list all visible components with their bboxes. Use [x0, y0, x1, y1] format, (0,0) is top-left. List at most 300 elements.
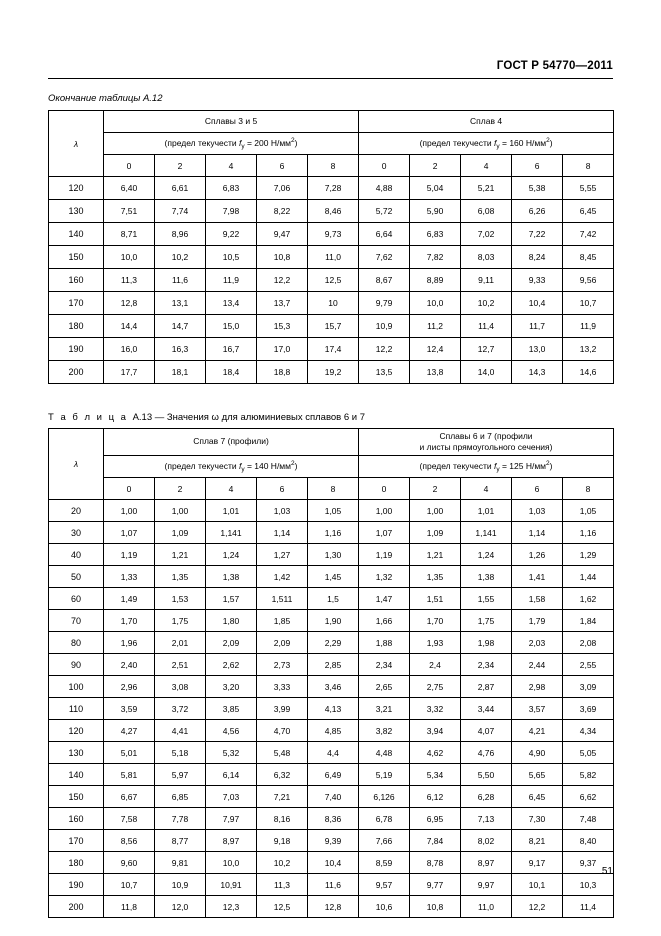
a12-group-2-yield — [359, 133, 614, 155]
table-cell: 9,79 — [359, 292, 410, 315]
table-cell: 3,08 — [155, 676, 206, 698]
table-cell: 2,55 — [563, 654, 614, 676]
a13-group-2-yield — [359, 456, 614, 478]
table-cell: 11,6 — [308, 874, 359, 896]
table-cell: 2,75 — [410, 676, 461, 698]
a13-subcol-2: 4 — [206, 478, 257, 500]
table-cell: 5,81 — [104, 764, 155, 786]
table-cell: 1,01 — [461, 500, 512, 522]
row-lambda-value: 60 — [49, 588, 104, 610]
a12-g1-sup: 2 — [291, 136, 295, 144]
table-cell: 7,78 — [155, 808, 206, 830]
table-cell: 1,24 — [206, 544, 257, 566]
table-cell: 9,73 — [308, 223, 359, 246]
table-cell: 8,46 — [308, 200, 359, 223]
table-cell: 8,77 — [155, 830, 206, 852]
a12-g2-varsub: y — [496, 142, 500, 150]
a12-body — [49, 177, 614, 384]
a12-g2-prefix: (предел текучести — [419, 137, 495, 148]
a13-group-header-1 — [104, 429, 359, 456]
a12-subcol-1: 2 — [155, 155, 206, 177]
table-cell: 1,84 — [563, 610, 614, 632]
table-cell: 1,05 — [308, 500, 359, 522]
table-cell: 3,44 — [461, 698, 512, 720]
table-cell: 18,1 — [155, 361, 206, 384]
row-lambda-value: 160 — [49, 808, 104, 830]
table-cell: 11,6 — [155, 269, 206, 292]
table-cell: 4,76 — [461, 742, 512, 764]
table-cell: 8,22 — [257, 200, 308, 223]
table-cell: 10,5 — [206, 246, 257, 269]
table-cell: 1,32 — [359, 566, 410, 588]
table-cell: 4,88 — [359, 177, 410, 200]
table-cell: 2,34 — [461, 654, 512, 676]
table-cell: 11,3 — [104, 269, 155, 292]
table-cell: 2,09 — [257, 632, 308, 654]
a13-subcol-7: 4 — [461, 478, 512, 500]
a12-subcol-0: 0 — [104, 155, 155, 177]
row-lambda-value: 110 — [49, 698, 104, 720]
table-cell: 15,3 — [257, 315, 308, 338]
table-cell: 1,141 — [206, 522, 257, 544]
table-a12-caption: Окончание таблицы А.12 — [48, 93, 163, 104]
a13-subcol-3: 6 — [257, 478, 308, 500]
row-lambda-value: 100 — [49, 676, 104, 698]
table-cell: 7,82 — [410, 246, 461, 269]
table-cell: 6,12 — [410, 786, 461, 808]
table-row — [49, 315, 614, 338]
a12-g2-sup: 2 — [546, 136, 550, 144]
table-cell: 10,9 — [359, 315, 410, 338]
a12-group-1-yield — [104, 133, 359, 155]
table-cell: 10,9 — [155, 874, 206, 896]
table-cell: 3,21 — [359, 698, 410, 720]
table-a13-caption — [48, 412, 365, 423]
table-cell: 14,0 — [461, 361, 512, 384]
table-row — [49, 808, 614, 830]
table-cell: 10,1 — [512, 874, 563, 896]
table-cell: 7,74 — [155, 200, 206, 223]
table-cell: 12,2 — [257, 269, 308, 292]
table-row — [49, 177, 614, 200]
table-cell: 6,45 — [512, 786, 563, 808]
a13-g2-sup: 2 — [546, 459, 550, 467]
a13-body — [49, 500, 614, 918]
table-cell: 6,32 — [257, 764, 308, 786]
table-cell: 15,0 — [206, 315, 257, 338]
table-cell: 2,96 — [104, 676, 155, 698]
row-lambda-value: 90 — [49, 654, 104, 676]
table-cell: 1,03 — [257, 500, 308, 522]
a13-g1-var: f — [238, 460, 242, 471]
table-row — [49, 200, 614, 223]
table-cell: 13,7 — [257, 292, 308, 315]
table-cell: 7,51 — [104, 200, 155, 223]
table-cell: 13,0 — [512, 338, 563, 361]
table-cell: 1,58 — [512, 588, 563, 610]
table-cell: 1,55 — [461, 588, 512, 610]
row-lambda-value: 200 — [49, 896, 104, 918]
table-row — [49, 764, 614, 786]
table-cell: 3,20 — [206, 676, 257, 698]
table-cell: 3,09 — [563, 676, 614, 698]
table-cell: 1,79 — [512, 610, 563, 632]
table-row — [49, 786, 614, 808]
table-cell: 1,01 — [206, 500, 257, 522]
table-cell: 2,51 — [155, 654, 206, 676]
table-cell: 2,29 — [308, 632, 359, 654]
table-cell: 9,81 — [155, 852, 206, 874]
table-cell: 4,85 — [308, 720, 359, 742]
table-cell: 9,77 — [410, 874, 461, 896]
table-cell: 1,38 — [206, 566, 257, 588]
table-cell: 18,4 — [206, 361, 257, 384]
a12-subcol-6: 2 — [410, 155, 461, 177]
table-cell: 9,18 — [257, 830, 308, 852]
table-cell: 1,75 — [461, 610, 512, 632]
table-cell: 3,85 — [206, 698, 257, 720]
row-lambda-value: 150 — [49, 246, 104, 269]
a12-group-header-1 — [104, 111, 359, 133]
table-cell: 17,7 — [104, 361, 155, 384]
table-cell: 6,45 — [563, 200, 614, 223]
table-cell: 1,38 — [461, 566, 512, 588]
table-cell: 8,71 — [104, 223, 155, 246]
table-cell: 7,03 — [206, 786, 257, 808]
a12-g2-end: ) — [549, 137, 553, 148]
table-cell: 1,5 — [308, 588, 359, 610]
table-cell: 11,3 — [257, 874, 308, 896]
table-cell: 10,7 — [563, 292, 614, 315]
table-cell: 7,84 — [410, 830, 461, 852]
table-cell: 7,13 — [461, 808, 512, 830]
a12-subcol-5: 0 — [359, 155, 410, 177]
table-cell: 2,62 — [206, 654, 257, 676]
a12-lambda-header: λ — [49, 111, 104, 177]
table-cell: 3,46 — [308, 676, 359, 698]
table-cell: 1,53 — [155, 588, 206, 610]
a12-subcol-2: 4 — [206, 155, 257, 177]
table-cell: 4,4 — [308, 742, 359, 764]
table-cell: 1,07 — [359, 522, 410, 544]
table-cell: 10,8 — [410, 896, 461, 918]
table-cell: 1,35 — [155, 566, 206, 588]
table-cell: 12,8 — [104, 292, 155, 315]
table-cell: 8,16 — [257, 808, 308, 830]
table-cell: 4,21 — [512, 720, 563, 742]
table-cell: 3,57 — [512, 698, 563, 720]
table-cell: 2,85 — [308, 654, 359, 676]
table-row — [49, 874, 614, 896]
table-cell: 17,0 — [257, 338, 308, 361]
table-cell: 8,02 — [461, 830, 512, 852]
table-cell: 10,3 — [563, 874, 614, 896]
page-number: 51 — [601, 866, 613, 877]
table-row — [49, 632, 614, 654]
a13-g2-end: ) — [549, 460, 553, 471]
table-cell: 9,97 — [461, 874, 512, 896]
a12-g2-suffix: = 160 Н/мм — [499, 137, 547, 148]
table-cell: 3,94 — [410, 720, 461, 742]
a12-subcol-3: 6 — [257, 155, 308, 177]
table-cell: 1,96 — [104, 632, 155, 654]
table-cell: 6,126 — [359, 786, 410, 808]
table-cell: 1,09 — [410, 522, 461, 544]
table-cell: 1,47 — [359, 588, 410, 610]
table-cell: 2,4 — [410, 654, 461, 676]
a13-group-1-yield — [104, 456, 359, 478]
table-cell: 9,33 — [512, 269, 563, 292]
a13-g2-varsub: y — [496, 465, 500, 473]
table-cell: 2,09 — [206, 632, 257, 654]
table-cell: 1,98 — [461, 632, 512, 654]
table-cell: 1,14 — [512, 522, 563, 544]
table-cell: 7,22 — [512, 223, 563, 246]
table-cell: 8,78 — [410, 852, 461, 874]
table-a13-caption-prefix: Т а б л и ц а — [48, 412, 133, 423]
table-cell: 10,0 — [104, 246, 155, 269]
table-cell: 1,62 — [563, 588, 614, 610]
table-cell: 12,8 — [308, 896, 359, 918]
table-cell: 7,06 — [257, 177, 308, 200]
a12-subcol-8: 6 — [512, 155, 563, 177]
table-cell: 8,21 — [512, 830, 563, 852]
table-cell: 4,70 — [257, 720, 308, 742]
table-cell: 11,8 — [104, 896, 155, 918]
a12-group-1-title: Сплавы 3 и 5 — [204, 115, 258, 126]
table-cell: 4,13 — [308, 698, 359, 720]
a12-g2-var: f — [494, 137, 497, 148]
table-cell: 13,5 — [359, 361, 410, 384]
table-cell: 1,35 — [410, 566, 461, 588]
a12-g1-prefix: (предел текучести — [164, 137, 239, 148]
row-lambda-value: 180 — [49, 852, 104, 874]
table-cell: 1,03 — [512, 500, 563, 522]
table-cell: 10,2 — [155, 246, 206, 269]
table-cell: 9,11 — [461, 269, 512, 292]
row-lambda-value: 180 — [49, 315, 104, 338]
table-cell: 1,21 — [410, 544, 461, 566]
table-cell: 7,28 — [308, 177, 359, 200]
table-cell: 9,17 — [512, 852, 563, 874]
table-cell: 1,00 — [155, 500, 206, 522]
table-cell: 8,56 — [104, 830, 155, 852]
table-cell: 8,59 — [359, 852, 410, 874]
row-lambda-value: 190 — [49, 338, 104, 361]
table-cell: 1,51 — [410, 588, 461, 610]
a13-lambda-header: λ — [49, 429, 104, 500]
table-cell: 12,5 — [308, 269, 359, 292]
table-cell: 8,97 — [461, 852, 512, 874]
table-cell: 1,42 — [257, 566, 308, 588]
table-cell: 11,9 — [206, 269, 257, 292]
table-cell: 5,18 — [155, 742, 206, 764]
table-cell: 9,37 — [563, 852, 614, 874]
table-cell: 11,7 — [512, 315, 563, 338]
a12-g1-end: ) — [294, 137, 298, 148]
a12-g1-varsub: y — [241, 142, 245, 150]
table-cell: 8,45 — [563, 246, 614, 269]
a13-g2-suffix: = 125 Н/мм — [499, 460, 547, 471]
table-cell: 5,05 — [563, 742, 614, 764]
table-cell: 1,09 — [155, 522, 206, 544]
table-cell: 8,67 — [359, 269, 410, 292]
table-cell: 18,8 — [257, 361, 308, 384]
table-cell: 7,40 — [308, 786, 359, 808]
table-cell: 6,85 — [155, 786, 206, 808]
table-cell: 6,78 — [359, 808, 410, 830]
a13-g2-prefix: (предел текучести — [419, 460, 494, 471]
table-cell: 5,65 — [512, 764, 563, 786]
table-cell: 1,19 — [104, 544, 155, 566]
table-cell: 4,41 — [155, 720, 206, 742]
row-lambda-value: 190 — [49, 874, 104, 896]
row-lambda-value: 120 — [49, 720, 104, 742]
a13-subcol-5: 0 — [359, 478, 410, 500]
table-row — [49, 588, 614, 610]
table-cell: 5,21 — [461, 177, 512, 200]
table-cell: 3,72 — [155, 698, 206, 720]
table-cell: 6,49 — [308, 764, 359, 786]
a13-subcol-0: 0 — [104, 478, 155, 500]
a13-subcolumn-header-row — [49, 478, 614, 500]
row-lambda-value: 170 — [49, 292, 104, 315]
table-cell: 13,8 — [410, 361, 461, 384]
table-cell: 1,33 — [104, 566, 155, 588]
table-cell: 6,83 — [206, 177, 257, 200]
table-cell: 6,61 — [155, 177, 206, 200]
table-cell: 2,03 — [512, 632, 563, 654]
table-row — [49, 269, 614, 292]
a12-group-2-title: Сплав 4 — [470, 115, 503, 126]
table-cell: 5,32 — [206, 742, 257, 764]
table-cell: 10,6 — [359, 896, 410, 918]
table-cell: 2,98 — [512, 676, 563, 698]
row-lambda-value: 20 — [49, 500, 104, 522]
table-cell: 7,30 — [512, 808, 563, 830]
a13-g1-suffix: = 140 Н/мм — [244, 460, 291, 471]
table-cell: 7,02 — [461, 223, 512, 246]
table-cell: 10,0 — [206, 852, 257, 874]
table-cell: 16,0 — [104, 338, 155, 361]
a12-g1-suffix: = 200 Н/мм — [244, 137, 292, 148]
table-cell: 2,73 — [257, 654, 308, 676]
table-cell: 8,24 — [512, 246, 563, 269]
a13-g1-sup: 2 — [291, 459, 295, 467]
table-row — [49, 522, 614, 544]
page-header-standard: ГОСТ Р 54770—2011 — [496, 60, 613, 72]
table-cell: 10,2 — [461, 292, 512, 315]
table-row — [49, 852, 614, 874]
table-cell: 1,511 — [257, 588, 308, 610]
table-cell: 1,49 — [104, 588, 155, 610]
table-cell: 2,40 — [104, 654, 155, 676]
table-cell: 3,33 — [257, 676, 308, 698]
table-cell: 1,90 — [308, 610, 359, 632]
a12-g1-var: f — [238, 137, 242, 148]
table-cell: 6,83 — [410, 223, 461, 246]
a12-group-header-2 — [359, 111, 614, 133]
a13-group-2-line1: Сплавы 6 и 7 (профили — [439, 430, 533, 441]
table-cell: 6,14 — [206, 764, 257, 786]
table-cell: 1,85 — [257, 610, 308, 632]
table-cell: 1,00 — [410, 500, 461, 522]
table-cell: 3,59 — [104, 698, 155, 720]
row-lambda-value: 40 — [49, 544, 104, 566]
a13-subcol-4: 8 — [308, 478, 359, 500]
table-cell: 1,16 — [563, 522, 614, 544]
table-cell: 2,34 — [359, 654, 410, 676]
table-cell: 1,07 — [104, 522, 155, 544]
table-cell: 5,48 — [257, 742, 308, 764]
table-cell: 4,56 — [206, 720, 257, 742]
table-cell: 4,07 — [461, 720, 512, 742]
table-cell: 14,6 — [563, 361, 614, 384]
table-cell: 4,90 — [512, 742, 563, 764]
table-row — [49, 292, 614, 315]
table-row — [49, 742, 614, 764]
a13-subcol-1: 2 — [155, 478, 206, 500]
table-row — [49, 654, 614, 676]
row-lambda-value: 70 — [49, 610, 104, 632]
table-cell: 12,7 — [461, 338, 512, 361]
row-lambda-value: 160 — [49, 269, 104, 292]
table-cell: 1,00 — [104, 500, 155, 522]
row-lambda-value: 200 — [49, 361, 104, 384]
table-cell: 8,89 — [410, 269, 461, 292]
a13-group-1-line1: Сплав 7 (профили) — [193, 436, 269, 447]
table-row — [49, 338, 614, 361]
table-cell: 1,41 — [512, 566, 563, 588]
table-cell: 6,95 — [410, 808, 461, 830]
table-cell: 1,88 — [359, 632, 410, 654]
table-cell: 1,45 — [308, 566, 359, 588]
table-cell: 3,32 — [410, 698, 461, 720]
table-cell: 1,29 — [563, 544, 614, 566]
table-cell: 10,8 — [257, 246, 308, 269]
table-cell: 4,27 — [104, 720, 155, 742]
table-cell: 7,58 — [104, 808, 155, 830]
table-cell: 2,08 — [563, 632, 614, 654]
table-cell: 5,04 — [410, 177, 461, 200]
table-cell: 10,7 — [104, 874, 155, 896]
a13-subcol-8: 6 — [512, 478, 563, 500]
table-cell: 5,97 — [155, 764, 206, 786]
table-cell: 8,36 — [308, 808, 359, 830]
table-cell: 1,75 — [155, 610, 206, 632]
table-cell: 4,48 — [359, 742, 410, 764]
table-cell: 17,4 — [308, 338, 359, 361]
table-row — [49, 566, 614, 588]
row-lambda-value: 80 — [49, 632, 104, 654]
table-cell: 5,82 — [563, 764, 614, 786]
table-cell: 7,66 — [359, 830, 410, 852]
table-cell: 5,38 — [512, 177, 563, 200]
table-cell: 1,30 — [308, 544, 359, 566]
table-cell: 1,70 — [410, 610, 461, 632]
row-lambda-value: 170 — [49, 830, 104, 852]
table-cell: 1,27 — [257, 544, 308, 566]
table-cell: 6,28 — [461, 786, 512, 808]
a13-g1-varsub: y — [241, 465, 245, 473]
a13-g2-var: f — [493, 460, 497, 471]
table-cell: 1,141 — [461, 522, 512, 544]
table-cell: 1,21 — [155, 544, 206, 566]
table-cell: 2,65 — [359, 676, 410, 698]
table-cell: 10,2 — [257, 852, 308, 874]
table-cell: 5,90 — [410, 200, 461, 223]
a13-group-header-2 — [359, 429, 614, 456]
